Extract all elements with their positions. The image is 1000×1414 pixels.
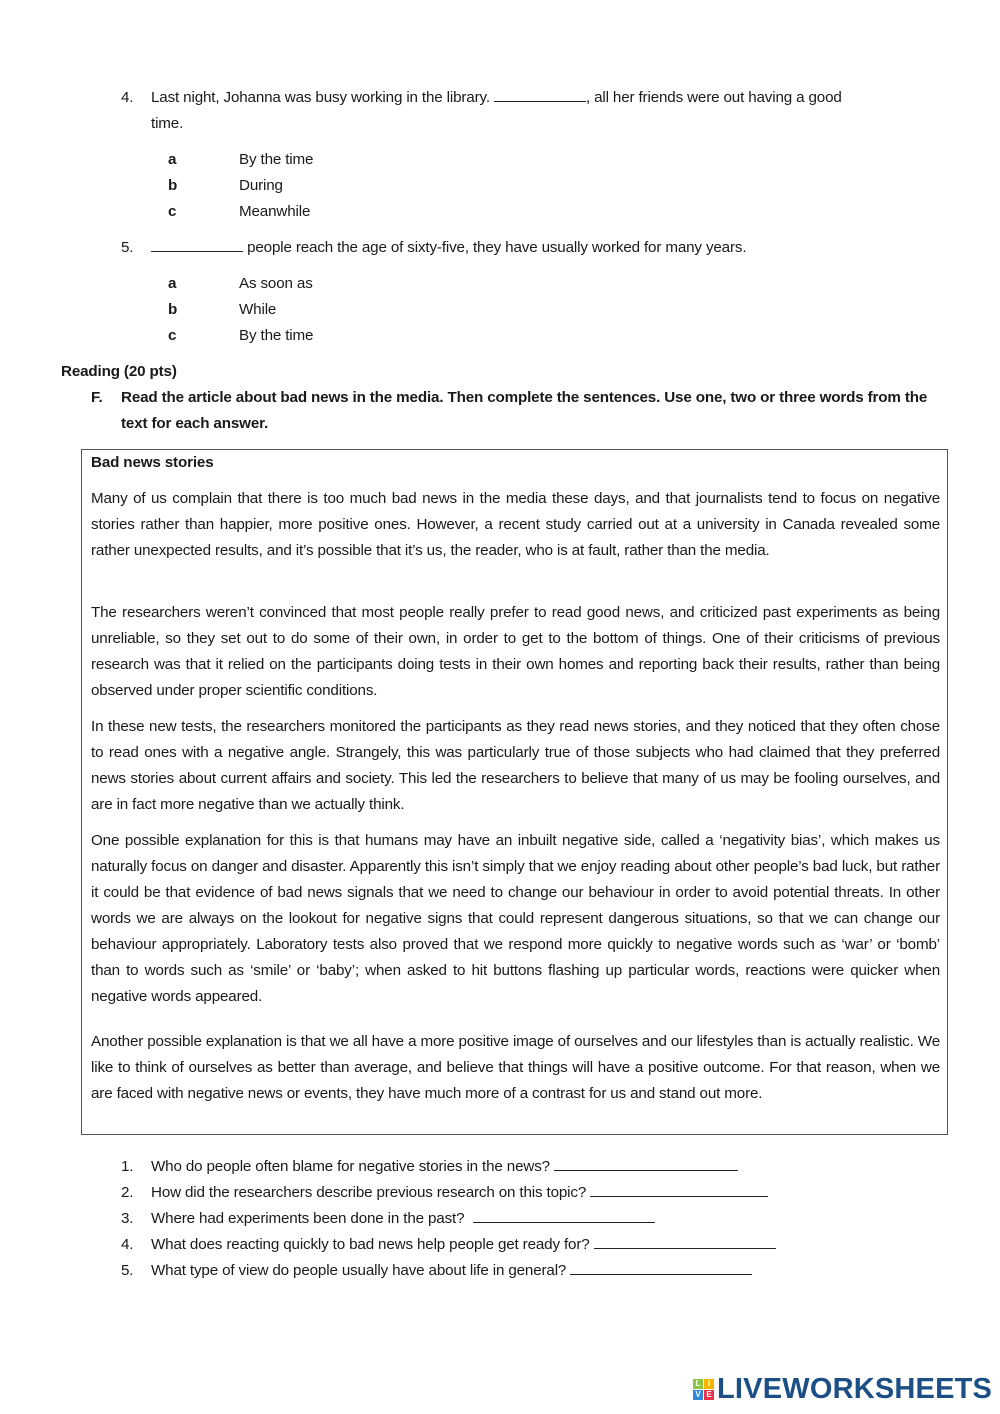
- answer-blank[interactable]: [570, 1258, 752, 1275]
- question-text: Where had experiments been done in the past?: [151, 1210, 465, 1227]
- article-paragraph: Another possible explanation is that we all have a more positive image of ourselves and our lifestyles than is actually realistic. We like to think of ourselves as better than average, and believe that things will have a positive outcome. For that reason, when we are faced with negative news or events, they have much more of a contrast for us and stand out more.: [91, 1033, 940, 1102]
- instruction-letter: F.: [91, 389, 103, 406]
- article-paragraph: In these new tests, the researchers monitored the participants as they read news stories, and they noticed that they often chose to read ones with a negative angle. Strangely, this was particularly true of those subjects who had claimed that they preferred news stories about current affairs and society. This led the researchers to believe that many of us may be fooling ourselves, and are in fact more negative than we actually think.: [91, 718, 940, 813]
- option-text[interactable]: As soon as: [239, 275, 313, 292]
- article-paragraph: One possible explanation for this is that humans may have an inbuilt negative side, called a ‘negativity bias’, which makes us naturally focus on danger and disaster. Apparently this isn’t simply that we enjoy reading about other people’s bad luck, but rather it could be that evidence of bad news signals that we need to change our behaviour in order to avoid potential threats. In other words we are always on the lookout for negative signs that could represent dangerous situations, so that we can change our behaviour appropriately. Laboratory tests also proved that we respond more quickly to negative words such as ‘war’ or ‘bomb’ than to words such as ‘smile’ or ‘baby’; when asked to hit buttons flashing up particular words, reactions were quicker when negative words appeared.: [91, 832, 940, 1005]
- question-number: 5.: [121, 239, 134, 256]
- option-letter: c: [168, 203, 177, 220]
- liveworksheets-logo: [693, 1373, 992, 1406]
- option-letter: a: [168, 275, 177, 292]
- answer-blank[interactable]: [554, 1154, 738, 1171]
- question-number: 2.: [121, 1184, 134, 1201]
- option-text[interactable]: Meanwhile: [239, 203, 311, 220]
- answer-blank[interactable]: [494, 85, 586, 102]
- question-number: 4.: [121, 1236, 134, 1253]
- answer-blank[interactable]: [473, 1206, 655, 1223]
- question-number: 3.: [121, 1210, 134, 1227]
- question-text: What type of view do people usually have about life in general?: [151, 1262, 567, 1279]
- question-number: 5.: [121, 1262, 134, 1279]
- logo-text: LIVEWORKSHEETS: [717, 1373, 993, 1405]
- option-text[interactable]: By the time: [239, 327, 314, 344]
- question-5-text: [151, 235, 941, 261]
- option-letter: c: [168, 327, 177, 344]
- question-text: How did the researchers describe previous research on this topic?: [151, 1184, 587, 1201]
- option-text[interactable]: By the time: [239, 151, 314, 168]
- logo-tiles-icon: [693, 1379, 714, 1400]
- logo-tile: L: [693, 1379, 703, 1389]
- comprehension-question: [151, 1180, 941, 1206]
- comprehension-question: [151, 1232, 941, 1258]
- text: Last night, Johanna was busy working in the library.: [151, 89, 494, 106]
- section-heading: Reading (20 pts): [61, 363, 177, 380]
- question-text: Who do people often blame for negative stories in the news?: [151, 1158, 550, 1175]
- answer-blank[interactable]: [594, 1232, 776, 1249]
- question-text: What does reacting quickly to bad news help people get ready for?: [151, 1236, 590, 1253]
- article-paragraph: Many of us complain that there is too much bad news in the media these days, and that journalists tend to focus on negative stories rather than happier, more positive ones. However, a recent study carried out at a university in Canada revealed some rather unexpected results, and it’s possible that it’s us, the reader, who is at fault, rather than the media.: [91, 490, 940, 559]
- logo-tile: I: [704, 1379, 714, 1389]
- text: people reach the age of sixty-five, they have usually worked for many years.: [243, 239, 747, 256]
- comprehension-question: [151, 1154, 941, 1180]
- text: , all her friends were out having a good: [585, 89, 842, 106]
- option-letter: a: [168, 151, 177, 168]
- article-box: [81, 449, 948, 1135]
- option-letter: b: [168, 177, 178, 194]
- comprehension-question: [151, 1258, 941, 1284]
- logo-tile: E: [704, 1390, 714, 1400]
- option-text[interactable]: While: [239, 301, 277, 318]
- answer-blank[interactable]: [590, 1180, 768, 1197]
- article-title: Bad news stories: [91, 454, 214, 471]
- question-number: 4.: [121, 89, 134, 106]
- comprehension-question: [151, 1206, 941, 1232]
- answer-blank[interactable]: [151, 235, 243, 252]
- logo-tile: V: [693, 1390, 703, 1400]
- option-letter: b: [168, 301, 178, 318]
- instruction-text: Read the article about bad news in the media. Then complete the sentences. Use one, two or three words from the text for each answer.: [121, 389, 928, 432]
- question-4-text: [151, 85, 941, 111]
- option-text[interactable]: During: [239, 177, 283, 194]
- question-4-text-line2: time.: [151, 115, 184, 132]
- article-paragraph: The researchers weren’t convinced that most people really prefer to read good news, and criticized past experiments as being unreliable, so they set out to do some of their own, in order to get to the bottom of things. One of their criticisms of previous research was that it relied on the participants doing tests in their own homes and reporting back their results, rather than being observed under proper scientific conditions.: [91, 604, 940, 699]
- question-number: 1.: [121, 1158, 134, 1175]
